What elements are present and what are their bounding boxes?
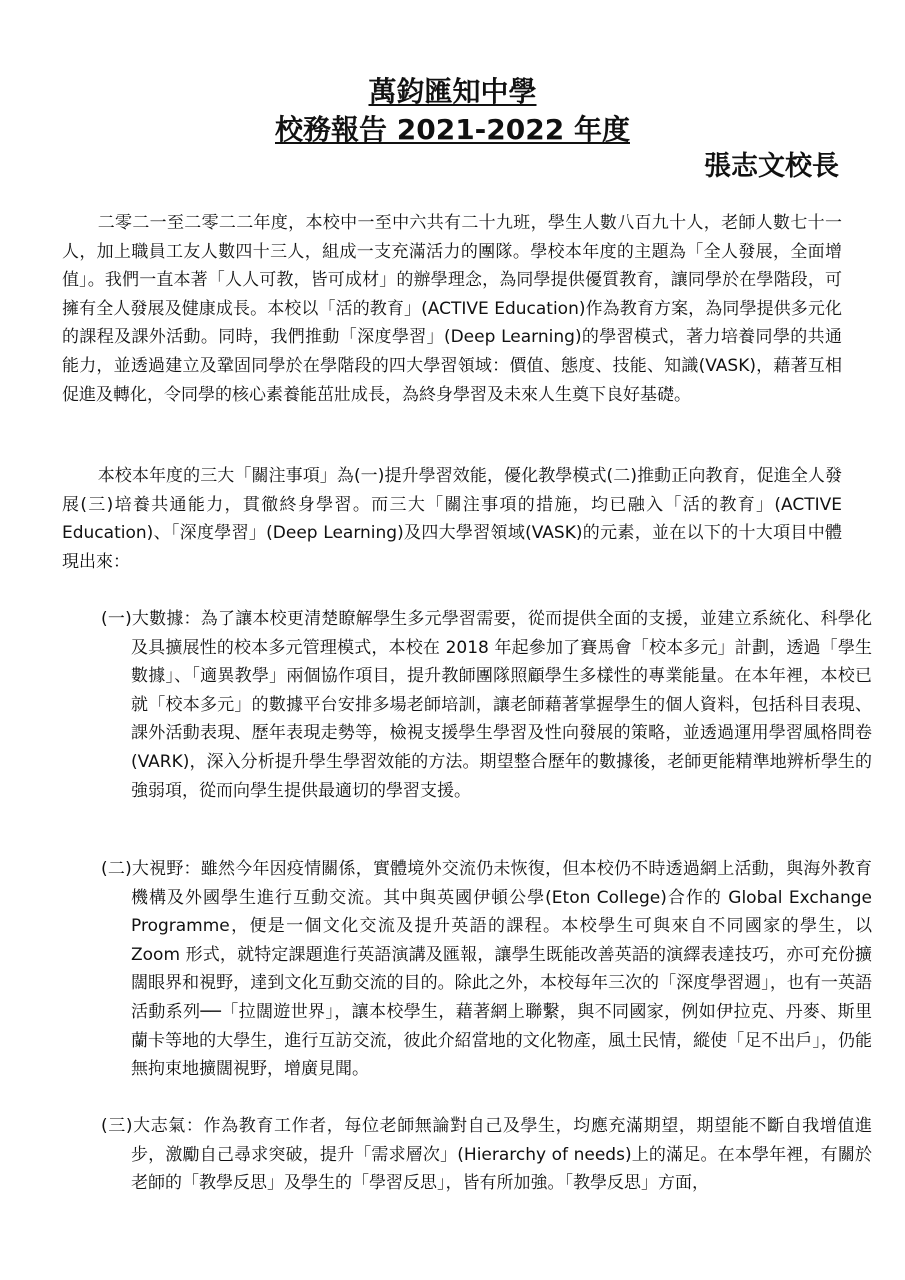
report-title: 校務報告 2021-2022 年度 xyxy=(275,113,630,146)
list-item-big-data: (一)大數據：為了讓本校更清楚瞭解學生多元學習需要，從而提供全面的支援，並建立系統化、科學化及具擴展性的校本多元管理模式，本校在 2018 年起參加了賽馬會「校本多元」計劃，透過「學生數據」、「適異教學」兩個協作項目，提升教師團隊照顧學生多樣性的專業能量。在本年裡，本校已就「校本多元」的數據平台安排多場老師培訓，讓老師藉著掌握學生的個人資料，包括科目表現、課外活動表現、歷年表現走勢等，檢視支援學生學習及性向發展的策略，並透過運用學習風格問卷(VARK)，深入分析提升學生學習效能的方法。期望整合歷年的數據後，老師更能精準地辨析學生的強弱項，從而向學生提供最適切的學習支援。 xyxy=(101,609,872,801)
principal-name: 張志文校長 xyxy=(704,151,839,182)
paragraph-focus-areas: 本校本年度的三大「關注事項」為(一)提升學習效能，優化教學模式(二)推動正向教育，促進全人發展(三)培養共通能力，貫徹終身學習。而三大「關注事項的措施，均已融入「活的教育」(ACTIVE Education)、「深度學習」(Deep Learning)及四大學習領域(VASK)的元素，並在以下的十大項目中體現出來： xyxy=(62,466,842,572)
document-title xyxy=(275,74,630,150)
paragraph-overview: 二零二一至二零二二年度，本校中一至中六共有二十九班，學生人數八百九十人，老師人數七十一人，加上職員工友人數四十三人，組成一支充滿活力的團隊。學校本年度的主題為「全人發展，全面增值」。我們一直本著「人人可教，皆可成材」的辦學理念，為同學提供優質教育，讓同學於在學階段，可擁有全人發展及健康成長。本校以「活的教育」(ACTIVE Education)作為教育方案，為同學提供多元化的課程及課外活動。同時，我們推動「深度學習」(Deep Learning)的學習模式，著力培養同學的共通能力，並透過建立及鞏固同學於在學階段的四大學習領域：價值、態度、技能、知識(VASK)，藉著互相促進及轉化，令同學的核心素養能茁壯成長，為終身學習及未來人生奠下良好基礎。 xyxy=(62,213,842,405)
list-item-big-vision: (二)大視野：雖然今年因疫情關係，實體境外交流仍未恢復，但本校仍不時透過網上活動，與海外教育機構及外國學生進行互動交流。其中與英國伊頓公學(Eton College)合作的 Global Exchange Programme，便是一個文化交流及提升英語的課程。本校學生可與來自不同國家的學生，以 Zoom 形式，就特定課題進行英語演講及匯報，讓學生既能改善英語的演繹表達技巧，亦可充份擴闊眼界和視野，達到文化互動交流的目的。除此之外，本校每年三次的「深度學習週」，也有一英語活動系列──「拉闊遊世界」，讓本校學生，藉著網上聯繫，與不同國家，例如伊拉克、丹麥、斯里蘭卡等地的大學生，進行互訪交流，彼此介紹當地的文化物產，風土民情，縱使「足不出戶」，仍能無拘束地擴闊視野，增廣見聞。 xyxy=(101,859,872,1080)
school-name: 萬鈞匯知中學 xyxy=(368,75,537,108)
list-item-big-aspiration: (三)大志氣：作為教育工作者，每位老師無論對自己及學生，均應充滿期望，期望能不斷自我增值進步，激勵自己尋求突破，提升「需求層次」(Hierarchy of needs)上的滿足。在本學年裡，有關於老師的「教學反思」及學生的「學習反思」，皆有所加強。「教學反思」方面， xyxy=(101,1116,872,1194)
title-block xyxy=(0,74,905,150)
